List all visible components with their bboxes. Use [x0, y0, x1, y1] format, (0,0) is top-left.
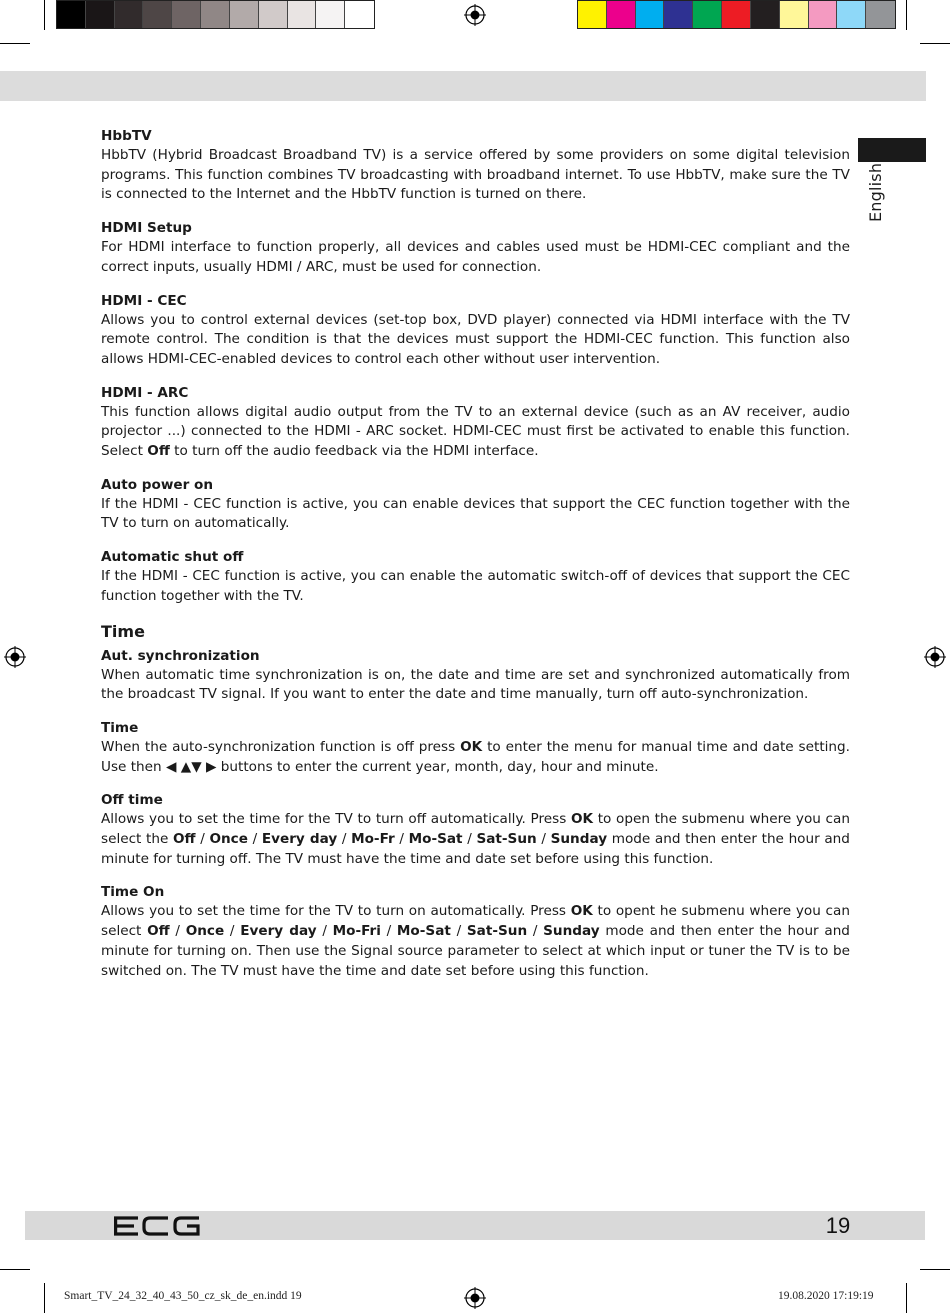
text-run: to open the submenu where you can select the [101, 811, 850, 848]
crop-mark [44, 1283, 45, 1313]
file-name: Smart_TV_24_32_40_43_50_cz_sk_de_en.indd 19 [64, 1290, 302, 1302]
text-run: If the HDMI - CEC function is active, you can enable devices that support the CEC function together with the TV to turn on automatically. [101, 495, 850, 532]
crop-mark [0, 1269, 30, 1270]
text-run: / [527, 923, 544, 940]
bold-term: Once [185, 923, 225, 940]
page-number: 19 [825, 1213, 851, 1238]
bold-term: Mo-Sat [396, 923, 451, 940]
bold-term: Mo-Fri [332, 923, 381, 940]
bold-term: Once [209, 831, 248, 848]
bold-term: Every day [261, 831, 338, 848]
section-title: Time [101, 621, 145, 641]
color-swatch [345, 1, 374, 28]
section-heading: HDMI - CEC [101, 292, 187, 309]
color-swatch [230, 1, 259, 28]
crop-mark [44, 0, 45, 30]
bold-term: Mo-Fr [351, 831, 395, 848]
text-run: If the HDMI - CEC function is active, you can enable the automatic switch-off of devices that support the CEC function together with the TV. [101, 568, 850, 604]
bold-term: OK [570, 903, 593, 920]
text-run: / [337, 831, 352, 848]
text-run: When automatic time synchronization is on, the date and time are set and synchronized automatically from the broadcast TV signal. If you want to enter the date and time manually, turn off auto-synchronization. [101, 666, 850, 703]
color-swatch [172, 1, 201, 28]
section-paragraph [101, 238, 850, 277]
color-swatch [664, 1, 693, 28]
header-band [0, 71, 926, 101]
color-swatch [780, 1, 809, 28]
text-run: to turn off the audio feedback via the HDMI interface. [169, 443, 539, 460]
section-paragraph [101, 495, 850, 534]
registration-mark-icon [4, 646, 26, 668]
bold-term: Off [147, 923, 170, 940]
crop-mark [906, 1283, 907, 1313]
bold-term: Sunday [550, 831, 608, 848]
color-swatch [316, 1, 345, 28]
bold-term: Sat-Sun [476, 831, 537, 848]
color-swatch [143, 1, 172, 28]
registration-mark-icon [464, 4, 486, 26]
section-paragraph [101, 902, 850, 981]
color-swatch [288, 1, 317, 28]
color-swatch [578, 1, 607, 28]
text-run: / [224, 923, 241, 940]
color-swatch [86, 1, 115, 28]
text-run: Allows you to control external devices (set-top box, DVD player) connected via HDMI interface with the TV remote control. The condition is that the devices must support the HDMI-CEC function. This function also allows HDMI-CEC-enabled devices to control each other without user intervention. [101, 311, 850, 367]
text-run: / [247, 831, 262, 848]
crop-mark [906, 0, 907, 30]
section-paragraph [101, 810, 850, 869]
color-swatch [115, 1, 144, 28]
section-heading: HDMI - ARC [101, 384, 189, 401]
language-label: English [866, 162, 885, 222]
color-swatch [866, 1, 895, 28]
section-paragraph [101, 738, 850, 777]
bold-term: Sunday [543, 923, 600, 940]
text-run: to opent he submenu where you can select [101, 903, 850, 940]
section-paragraph [101, 403, 850, 462]
text-run: mode and then enter the hour and minute for turning off. The TV must have the time and date set before using this function. [101, 831, 850, 867]
text-run: / [536, 831, 551, 848]
section-heading: Off time [101, 792, 163, 809]
color-swatch [837, 1, 866, 28]
text-run: / [169, 923, 186, 940]
text-run: For HDMI interface to function properly, all devices and cables used must be HDMI-CEC compliant and the correct inputs, usually HDMI / ARC, must be used for connection. [101, 239, 850, 275]
color-swatch [722, 1, 751, 28]
manual-content [101, 127, 850, 995]
text-run: / [316, 923, 333, 940]
text-run: / [380, 923, 397, 940]
section-heading: Time On [101, 884, 165, 901]
section-heading: HbbTV [101, 128, 152, 144]
bold-term: Sat-Sun [466, 923, 528, 940]
bold-term: OK [570, 811, 594, 828]
crop-mark [920, 1269, 950, 1270]
bold-term: Off [173, 831, 196, 848]
text-run: to enter the menu for manual time and date setting. Use then ◀ ▲▼ ▶ buttons to enter the current year, month, day, hour and minute. [101, 738, 850, 775]
color-swatch [693, 1, 722, 28]
section-heading: Auto power on [101, 476, 214, 493]
section-heading: Aut. synchronization [101, 647, 260, 664]
color-swatch [809, 1, 838, 28]
text-run: / [195, 831, 210, 848]
text-run: When the auto-synchronization function is off press [101, 738, 461, 755]
bold-term: Mo-Sat [408, 831, 463, 848]
text-run: HbbTV (Hybrid Broadcast Broadband TV) is a service offered by some providers on some digital television programs. This function combines TV broadcasting with broadband internet. To use HbbTV, make sure the TV is connected to the Internet and the HbbTV function is turned on there. [101, 147, 850, 203]
color-swatch [751, 1, 780, 28]
section-heading: HDMI Setup [101, 220, 192, 237]
language-tab [858, 138, 926, 162]
ecg-logo [112, 1215, 202, 1237]
text-run: Allows you to set the time for the TV to turn on automatically. Press [101, 903, 571, 920]
bold-term: OK [460, 738, 483, 755]
section-paragraph [101, 567, 850, 606]
color-swatch [57, 1, 86, 28]
text-run: mode and then enter the hour and minute for turning on. Then use the Signal source parameter to select at which input or tuner the TV is to be switched on. The TV must have the time and date set before using this function. [101, 923, 850, 979]
section-heading: Time [101, 719, 139, 736]
bold-term: Every day [240, 923, 317, 940]
color-swatch [636, 1, 665, 28]
text-run: Allows you to set the time for the TV to turn off automatically. Press [101, 811, 571, 828]
section-paragraph [101, 666, 850, 705]
color-swatch [201, 1, 230, 28]
crop-mark [0, 43, 30, 44]
bold-term: Off [147, 443, 170, 460]
section-heading: Automatic shut off [101, 549, 244, 566]
text-run: This function allows digital audio output from the TV to an external device (such as an AV receiver, audio projector ...) connected to the HDMI - ARC socket. HDMI-CEC must first be activated to enable this function. Select [101, 403, 850, 460]
print-timestamp: 19.08.2020 17:19:19 [778, 1290, 874, 1302]
color-swatch [607, 1, 636, 28]
registration-mark-icon [924, 646, 946, 668]
registration-mark-icon [464, 1287, 486, 1309]
text-run: / [450, 923, 467, 940]
color-swatch [259, 1, 288, 28]
section-paragraph [101, 311, 850, 370]
section-paragraph [101, 146, 850, 205]
color-bar [577, 0, 896, 29]
text-run: / [394, 831, 409, 848]
crop-mark [920, 43, 950, 44]
grayscale-bar [56, 0, 375, 29]
text-run: / [462, 831, 477, 848]
